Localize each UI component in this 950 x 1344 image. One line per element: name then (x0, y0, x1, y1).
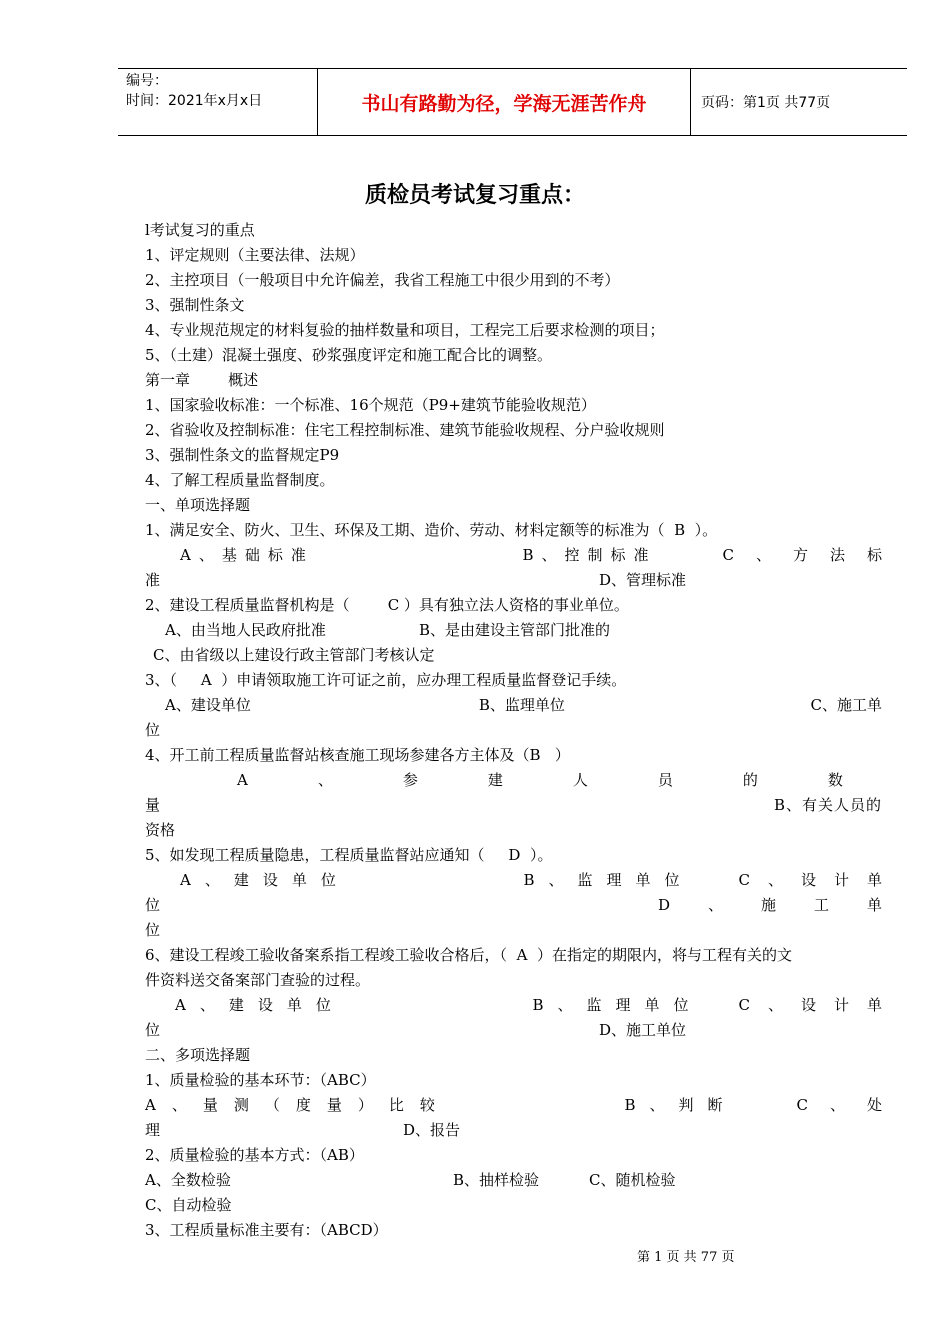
header-meta (118, 69, 318, 135)
option: C、处 (796, 1096, 904, 1114)
text-line: 2、省验收及控制标准：住宅工程控制标准、建筑节能验收规程、分户验收规则 (145, 421, 665, 439)
option: B、是由建设主管部门批准的 (419, 621, 611, 639)
option: B、监理单位 (532, 996, 703, 1014)
text-line: 4、了解工程质量监督制度。 (145, 471, 335, 489)
option: C、设计单 (738, 996, 900, 1014)
option: C、自动检验 (145, 1196, 232, 1214)
question: 3、工程质量标准主要有：（ABCD） (145, 1221, 388, 1239)
option-continued: 位 (145, 921, 161, 939)
option: B、有关人员的 (773, 796, 882, 814)
text-line: l考试复习的重点 (145, 221, 255, 239)
page-footer: 第 1 页 共 77 页 (637, 1250, 735, 1265)
options-row (145, 618, 882, 643)
text-line: 2、主控项目（一般项目中允许偏差，我省工程施工中很少用到的不考） (145, 271, 620, 289)
option-continued: 准 (145, 571, 161, 589)
option: A、建设单位 (165, 696, 251, 714)
option: A、建设单位 (180, 871, 350, 889)
chapter-heading: 第一章 概述 (145, 371, 259, 389)
options-row (145, 1118, 882, 1143)
section-heading: 一、单项选择题 (145, 496, 251, 514)
option: A、参建人员的数 (237, 771, 913, 789)
option-continued: 位 (145, 721, 161, 739)
question: 1、质量检验的基本环节：（ABC） (145, 1071, 376, 1089)
option-continued: 量 (145, 796, 161, 814)
question-continued: 件资料送交备案部门查验的过程。 (145, 971, 371, 989)
option: A、由当地人民政府批准 (165, 621, 326, 639)
options-row (145, 793, 882, 818)
option: B、抽样检验 (453, 1171, 540, 1189)
time-label: 时间：2021年x月x日 (126, 93, 263, 109)
text-line: 5、（土建）混凝土强度、砂浆强度评定和施工配合比的调整。 (145, 346, 553, 364)
option-continued: 位 (145, 1021, 161, 1039)
text-line: 1、评定规则（主要法律、法规） (145, 246, 365, 264)
option-continued: 位 (145, 896, 161, 914)
question: 4、开工前工程质量监督站核查施工现场参建各方主体及（B ） (145, 746, 570, 764)
question: 2、质量检验的基本方式：（AB） (145, 1146, 364, 1164)
option: B、监理单位 (478, 696, 565, 714)
options-row (145, 868, 900, 893)
document-title: 质检员考试复习重点： (364, 183, 585, 208)
motto: 书山有路勤为径，学海无涯苦作舟 (318, 69, 691, 135)
question: 3、（ A ）申请领取施工许可证之前，应办理工程质量监督登记手续。 (145, 671, 627, 689)
option: A、基础标准 (180, 546, 314, 564)
option: D、报告 (403, 1121, 461, 1139)
section-heading: 二、多项选择题 (145, 1046, 251, 1064)
option: A、量测（度量）比较 (145, 1096, 451, 1114)
page-info: 页码：第1页 共77页 (701, 95, 831, 111)
option: B、监理单位 (523, 871, 694, 889)
option: C、方法标 (722, 546, 904, 564)
option: C、随机检验 (589, 1171, 676, 1189)
options-row (145, 768, 913, 793)
question: 6、建设工程竣工验收备案系指工程竣工验收合格后，（ A ）在指定的期限内，将与工程有关的文 (145, 946, 792, 964)
header-table (118, 68, 907, 136)
question: 2、建设工程质量监督机构是（ C ）具有独立法人资格的事业单位。 (145, 596, 629, 614)
option: D、施工单位 (598, 1021, 686, 1039)
options-row (145, 1018, 882, 1043)
options-row (145, 893, 920, 918)
document-body (145, 218, 920, 1243)
option: C、由省级以上建设行政主管部门考核认定 (153, 646, 435, 664)
option: D、管理标准 (598, 571, 686, 589)
text-line: 4、专业规范规定的材料复验的抽样数量和项目，工程完工后要求检测的项目； (145, 321, 665, 339)
text-line: 3、强制性条文的监督规定P9 (145, 446, 340, 464)
option: B、判断 (624, 1096, 737, 1114)
options-row (145, 543, 904, 568)
option-continued: 资格 (145, 821, 176, 839)
question: 5、如发现工程质量隐患，工程质量监督站应通知（ D ）。 (145, 846, 553, 864)
option: D、施工单 (657, 896, 920, 914)
option: B、控制标准 (522, 546, 657, 564)
options-row (145, 693, 882, 718)
option: C、设计单 (738, 871, 900, 889)
option: C、施工单 (810, 696, 882, 714)
option-continued: 理 (145, 1121, 161, 1139)
text-line: 3、强制性条文 (145, 296, 245, 314)
options-row (145, 993, 900, 1018)
options-row (145, 1093, 904, 1118)
number-label: 编号： (126, 73, 168, 89)
options-row (145, 1168, 882, 1193)
option: A、全数检验 (145, 1171, 231, 1189)
option: A、建设单位 (175, 996, 345, 1014)
options-row (145, 568, 882, 593)
question: 1、满足安全、防火、卫生、环保及工期、造价、劳动、材料定额等的标准为（ B ）。 (145, 521, 718, 539)
text-line: 1、国家验收标准：一个标准、16个规范（P9+建筑节能验收规范） (145, 396, 596, 414)
